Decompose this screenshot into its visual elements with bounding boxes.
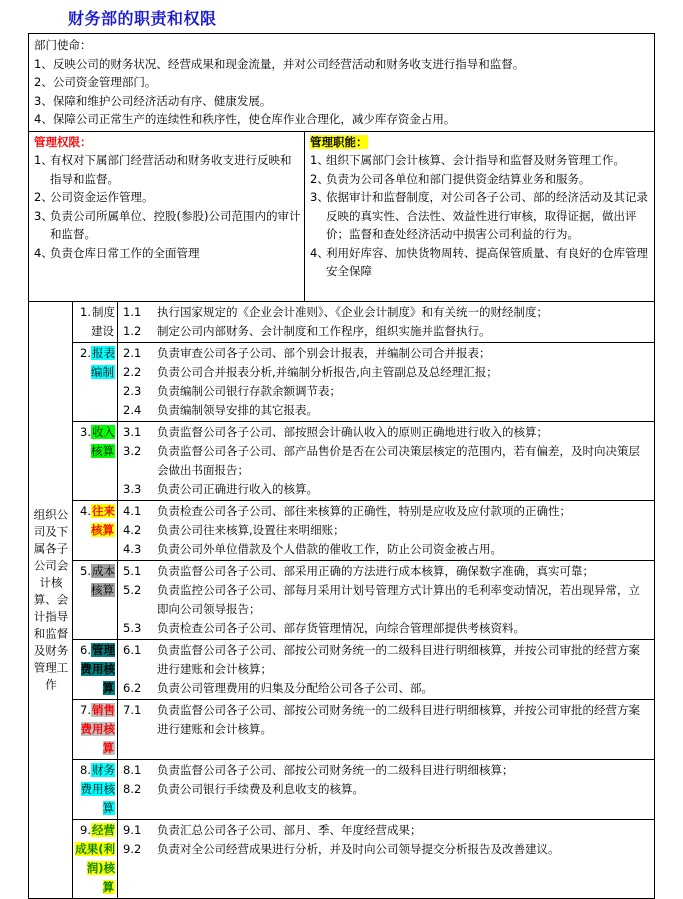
duty-category-number: 3.: [80, 425, 91, 439]
duty-item-text: 制定公司内部财务、会计制度和工作程序，组织实施并监督执行。: [157, 324, 491, 338]
duty-item-text: 负责公司往来核算,设置往来明细账；: [157, 523, 345, 537]
duty-item-text: 负责公司外单位借款及个人借款的催收工作，防止公司资金被占用。: [157, 542, 502, 556]
table-row: [73, 343, 654, 422]
duty-category-number: 8.: [80, 763, 91, 777]
duty-item: [123, 641, 651, 679]
function-item-text: 负责为公司各单位和部门提供资金结算业务和服务。: [326, 171, 591, 186]
duty-item-number: 7.1: [123, 703, 142, 717]
authority-item: [34, 244, 301, 263]
duty-item-number: 1.2: [123, 324, 142, 338]
spacer: [34, 262, 301, 281]
duty-item: [123, 761, 651, 780]
duty-item-number: 4.3: [123, 542, 142, 556]
duty-items-cell: [118, 700, 654, 759]
duty-category-label: 经营成果(利润)核算: [75, 823, 115, 894]
function-item-number: 2、: [310, 171, 329, 186]
table-row: [73, 501, 654, 561]
duty-item: [123, 821, 651, 840]
duty-item-number: 4.1: [123, 504, 142, 518]
management-authority-column: [29, 132, 305, 302]
mission-item: 1、反映公司的财务状况、经营成果和现金流量，并对公司经营活动和财务收支进行指导和监督。: [34, 56, 525, 71]
duty-item: [123, 840, 651, 859]
table-row: [73, 561, 654, 640]
duty-item: [123, 521, 651, 540]
duty-category-number: 5.: [80, 564, 91, 578]
duty-item: [123, 701, 651, 739]
duty-item-text: 负责检查公司各子公司、部往来核算的正确性，特别是应收及应付款项的正确性；: [157, 504, 571, 518]
function-item-number: 1、: [310, 153, 329, 167]
duty-items-cell: [118, 820, 654, 898]
duty-category-number: 9.: [80, 823, 91, 837]
duty-group-label: 组织公司及下属各子公司会计核算、会计指导和监督及财务管理工作: [33, 507, 69, 692]
duty-category-number: 2.: [80, 346, 91, 360]
duty-item-text: 负责监督公司各子公司、部产品售价是否在公司决策层核定的范围内，若有偏差，及时向决策层会做出书面报告；: [157, 444, 640, 477]
duty-item-number: 8.2: [123, 782, 142, 796]
duty-items-cell: [118, 302, 654, 342]
function-item: [310, 188, 651, 244]
duty-item: [123, 423, 651, 442]
mission-heading: 部门使命：: [34, 38, 92, 52]
duty-item-text: 负责公司正确进行收入的核算。: [157, 482, 318, 496]
duty-item-number: 9.2: [123, 842, 142, 856]
duty-category-label: 销售费用核算: [80, 703, 115, 755]
duty-item: [123, 363, 651, 382]
duty-item: [123, 581, 651, 619]
mission-item: 3、保障和维护公司经济活动有序、健康发展。: [34, 93, 272, 108]
duty-category-cell: [73, 302, 118, 342]
duty-item-number: 6.1: [123, 643, 142, 657]
mission-item: 4、保障公司正常生产的连续性和秩序性，使仓库作业合理化，减少库存资金占用。: [34, 112, 456, 126]
duty-category-label: 成本核算: [91, 564, 115, 597]
function-item-text: 利用好库容、加快货物周转、提高保管质量、有良好的仓库管理安全保障: [326, 245, 648, 278]
duty-item: [123, 480, 651, 499]
function-item-text: 依据审计和监督制度，对公司各子公司、部的经济活动及其记录反映的真实性、合法性、效益性进行审核，取得证据，做出评价；监督和查处经济活动中损害公司利益的行为。: [326, 190, 648, 241]
duty-item: [123, 619, 651, 638]
duty-item-text: 负责监督公司各子公司、部按公司财务统一的二级科目进行明细核算；: [157, 763, 514, 777]
duty-item: [123, 322, 651, 341]
management-function-column: [305, 132, 654, 302]
duty-category-cell: [73, 700, 118, 759]
duty-item: [123, 679, 651, 698]
duty-category-cell: [73, 820, 118, 898]
function-item: [310, 170, 651, 189]
duty-item-number: 5.2: [123, 583, 142, 597]
duty-item-text: 负责检查公司各子公司、部存货管理情况，向综合管理部提供考核资料。: [157, 621, 525, 635]
duty-item: [123, 344, 651, 363]
duty-category-number: 7.: [80, 703, 91, 717]
duty-item-text: 负责编制公司银行存款余额调节表；: [157, 384, 341, 398]
duty-item: [123, 401, 651, 420]
duty-item-number: 6.2: [123, 681, 142, 695]
function-heading: 管理职能：: [310, 134, 368, 149]
duty-item-text: 负责编制领导安排的其它报表。: [157, 403, 318, 417]
duty-items-cell: [118, 640, 654, 699]
table-row: [73, 760, 654, 820]
function-item-text: 组织下属部门会计核算、会计指导和监督及财务管理工作。: [326, 153, 625, 167]
duty-category-cell: [73, 760, 118, 819]
duty-item-number: 3.1: [123, 425, 142, 439]
duty-item-text: 负责公司合并报表分析,并编制分析报告,向主管副总及总经理汇报；: [157, 365, 498, 379]
duty-category-number: 4.: [80, 504, 91, 518]
duty-item-text: 负责监控公司各子公司、部每月采用计划号管理方式计算出的毛利率变动情况，若出现异常，立即向公司领导报告；: [157, 583, 640, 616]
duty-category-number: 6.: [80, 643, 91, 657]
page-title: 财务部的职责和权限: [68, 9, 217, 28]
duty-item-number: 2.1: [123, 346, 142, 360]
authority-item-text: 公司资金运作管理。: [50, 190, 154, 204]
duty-row-list: [73, 302, 654, 898]
duty-category-cell: [73, 501, 118, 560]
authority-item-text: 负责公司所属单位、控股(参股)公司范围内的审计和监督。: [50, 208, 301, 241]
duty-item-text: 负责汇总公司各子公司、部月、季、年度经营成果；: [157, 823, 422, 837]
duty-category-label: 往来核算: [91, 504, 115, 537]
spacer: [34, 281, 301, 300]
duty-item-number: 8.1: [123, 763, 142, 777]
authority-item-number: 2、: [34, 190, 53, 204]
duty-item-number: 2.4: [123, 403, 142, 417]
table-row: [73, 422, 654, 501]
duty-item-text: 负责监督公司各子公司、部采用正确的方法进行成本核算，确保数字准确，真实可靠；: [157, 564, 594, 578]
duty-item-number: 9.1: [123, 823, 142, 837]
duty-item-number: 3.2: [123, 444, 142, 458]
duty-item-text: 负责对全公司经营成果进行分析，并及时向公司领导提交分析报告及改善建议。: [157, 842, 560, 856]
table-row: [73, 700, 654, 760]
duty-category-cell: [73, 561, 118, 639]
function-item-number: 3、: [310, 190, 329, 204]
duty-item-text: 负责公司银行手续费及利息收支的核算。: [157, 782, 364, 796]
duty-grid: [29, 302, 654, 898]
duty-items-cell: [118, 343, 654, 421]
duty-item-number: 1.1: [123, 305, 142, 319]
duty-category-cell: [73, 640, 118, 699]
duty-item-number: 5.1: [123, 564, 142, 578]
duty-item-number: 5.3: [123, 621, 142, 635]
duty-item: [123, 562, 651, 581]
mission-item: 2、公司资金管理部门。: [34, 75, 157, 89]
duty-group-column: [29, 302, 73, 898]
authority-item: [34, 207, 301, 244]
table-row: [73, 640, 654, 700]
table-row: [73, 302, 654, 343]
duty-category-label: 财务费用核算: [80, 763, 115, 815]
function-item: [310, 244, 651, 281]
authority-function-section: [29, 132, 654, 303]
duty-items-cell: [118, 422, 654, 500]
authority-item-text: 有权对下属部门经营活动和财务收支进行反映和指导和监督。: [50, 153, 292, 186]
duty-item-text: 负责监督公司各子公司、部按公司财务统一的二级科目进行明细核算，并按公司审批的经营方案进行建账和会计核算；: [157, 643, 640, 676]
authority-item: [34, 188, 301, 207]
duty-category-cell: [73, 343, 118, 421]
duty-item-number: 3.3: [123, 482, 142, 496]
authority-item-number: 3、: [34, 208, 53, 223]
duty-items-cell: [118, 561, 654, 639]
duty-category-label: 报表编制: [91, 346, 115, 379]
duty-item: [123, 502, 651, 521]
table-row: [73, 820, 654, 898]
duty-item-text: 负责监督公司各子公司、部按照会计确认收入的原则正确地进行收入的核算；: [157, 425, 548, 439]
authority-item-number: 1、: [34, 153, 53, 167]
responsibilities-table: [28, 33, 655, 899]
authority-item: [34, 151, 301, 188]
duty-items-cell: [118, 760, 654, 819]
duty-item: [123, 540, 651, 559]
function-item-number: 4、: [310, 245, 329, 260]
duty-item-number: 2.3: [123, 384, 142, 398]
duty-category-cell: [73, 422, 118, 500]
duty-item: [123, 442, 651, 480]
duty-item: [123, 382, 651, 401]
duty-item: [123, 780, 651, 799]
duty-category-label: 管理费用核算: [80, 643, 115, 695]
duty-items-cell: [118, 501, 654, 560]
duty-item: [123, 303, 651, 322]
duty-category-label: 收入核算: [91, 425, 115, 458]
function-item: [310, 151, 651, 170]
department-mission-block: [29, 34, 654, 132]
authority-item-text: 负责仓库日常工作的全面管理: [50, 245, 200, 260]
duty-item-text: 负责公司管理费用的归集及分配给公司各子公司、部。: [157, 681, 433, 695]
duty-category-label: 制度建设: [91, 305, 115, 338]
authority-item-number: 4、: [34, 245, 53, 260]
duty-item-text: 执行国家规定的《企业会计准则》、《企业会计制度》和有关统一的财经制度；: [157, 305, 548, 319]
duty-item-text: 负责审查公司各子公司、部个别会计报表，并编制公司合并报表；: [157, 346, 491, 360]
duty-item-number: 4.2: [123, 523, 142, 537]
duty-item-text: 负责监督公司各子公司、部按公司财务统一的二级科目进行明细核算，并按公司审批的经营方案进行建账和会计核算。: [157, 703, 640, 736]
duty-item-number: 2.2: [123, 365, 142, 379]
function-heading-wrap: [310, 133, 651, 152]
duty-category-number: 1.: [80, 305, 91, 319]
authority-heading: 管理权限：: [34, 134, 92, 149]
